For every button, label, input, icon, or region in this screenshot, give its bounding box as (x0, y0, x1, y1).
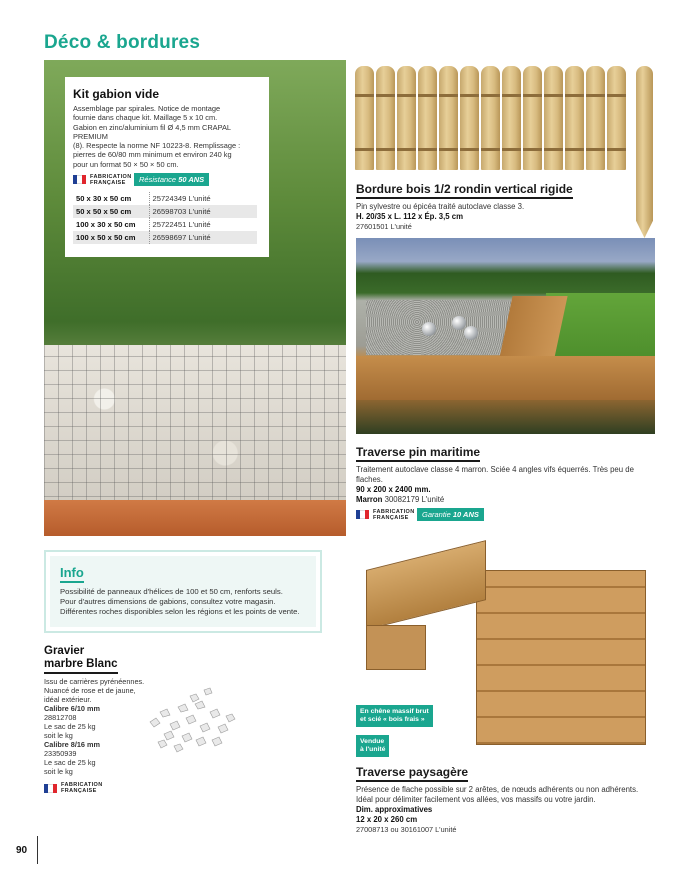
traverse-pin-photo (356, 238, 655, 434)
table-row: 100 x 30 x 50 cm 25722451 L'unité (73, 218, 257, 231)
gravier-ref: 28812708 (44, 713, 77, 722)
info-title: Info (60, 565, 84, 583)
bordure-title: Bordure bois 1/2 rondin vertical rigide (356, 182, 573, 199)
fabrication-row (44, 782, 148, 794)
wood-deck-illustration (44, 500, 346, 536)
white-gravel-image (140, 682, 245, 762)
info-text (60, 587, 306, 617)
french-flag-icon (356, 510, 369, 519)
traverse-paysagere-info (356, 763, 656, 834)
gravier-desc-line: Le sac de 25 kg (44, 722, 96, 731)
table-row: 50 x 30 x 50 cm 25724349 L'unité (73, 192, 257, 205)
traverse-pin-info (356, 443, 656, 521)
french-flag-icon (44, 784, 57, 793)
traverse-pin-ref: 30082179 L'unité (384, 495, 445, 504)
fabrication-row (73, 173, 261, 186)
bordure-info (356, 180, 636, 231)
gravier-title: Gravier marbre Blanc (44, 645, 118, 674)
traverse-pin-title: Traverse pin maritime (356, 445, 480, 462)
page-number: 90 (16, 845, 28, 856)
size-table (73, 192, 257, 244)
traverse-pin-desc: Traitement autoclave classe 4 marron. Sciée 4 angles vifs équerrés. Très peu de flaches. (356, 465, 634, 484)
kit-desc-line: pierres de 60/80 mm minimum et environ 240 kg (73, 150, 232, 160)
resistance-badge: Résistance 50 ANS (134, 173, 209, 186)
bordure-dims: H. 20/35 x L. 112 x Ép. 3,5 cm (356, 212, 464, 221)
info-box (44, 550, 322, 633)
petanque-ball-illustration (422, 322, 436, 336)
bordure-desc: Pin sylvestre ou épicéa traité autoclave classe 3. (356, 202, 525, 211)
paysagere-dims-label: Dim. approximatives (356, 805, 433, 814)
gabion-wall-illustration (44, 345, 346, 525)
paysagere-ref: 27008713 ou 30161007 L'unité (356, 825, 457, 834)
gravier-desc-line: soit le kg (44, 767, 73, 776)
paysagere-desc-line: Idéal pour délimiter facilement vos allées, vos massifs ou votre jardin. (356, 795, 596, 804)
paysagere-desc-line: Présence de flache possible sur 2 arêtes, de nœuds adhérents ou non adhérents. (356, 785, 639, 794)
kit-desc-line: (8). Respecte la norme NF 10223-8. Remplissage : (73, 141, 241, 151)
table-row: 100 x 50 x 50 cm 26598697 L'unité (73, 231, 257, 244)
kit-desc-line: fournie dans chaque kit. Maillage 5 x 10 cm. (73, 113, 218, 123)
page-title: Déco & bordures (44, 32, 201, 53)
info-line: Différentes roches disponibles selon les régions et les points de vente. (60, 607, 300, 616)
traverse-paysagere-image (356, 530, 656, 755)
info-line: Pour d'autres dimensions de gabions, consultez votre magasin. (60, 597, 276, 606)
gravier-ref: 23350939 (44, 749, 77, 758)
kit-title: Kit gabion vide (73, 87, 160, 101)
french-flag-icon (73, 175, 86, 184)
kit-desc-line: pour un format 50 × 50 × 50 cm. (73, 159, 179, 169)
bordure-wood-image (353, 60, 655, 176)
gravier-desc-line: idéal extérieur. (44, 695, 92, 704)
gravier-info (44, 677, 148, 794)
table-row: 50 x 50 x 50 cm 26598703 L'unité (73, 205, 257, 218)
fabrication-label: FABRICATION FRANÇAISE (373, 508, 415, 521)
kit-desc-line: Assemblage par spirales. Notice de montage (73, 104, 221, 113)
guarantee-badge: Garantie 10 ANS (417, 508, 484, 521)
fabrication-label: FABRICATION FRANÇAISE (61, 782, 103, 794)
gravier-desc-line: soit le kg (44, 731, 73, 740)
wood-beam-illustration (356, 356, 655, 400)
petanque-ball-illustration (464, 326, 478, 340)
sold-per-unit-badge: Vendue à l'unité (356, 735, 389, 757)
kit-desc-line: Gabion en zinc/aluminium fil Ø 4,5 mm CRAPAL PREMIUM (73, 122, 231, 141)
gravier-calibre: Calibre 6/10 mm (44, 704, 100, 713)
fabrication-label: FABRICATION FRANÇAISE (90, 173, 132, 186)
traverse-paysagere-title: Traverse paysagère (356, 765, 468, 782)
kit-gabion-card (65, 77, 269, 257)
fabrication-row (356, 508, 656, 521)
paysagere-dims: 12 x 20 x 260 cm (356, 815, 418, 824)
petanque-ball-illustration (452, 316, 466, 330)
bordure-ref: 27601501 L'unité (356, 222, 412, 231)
gravier-calibre: Calibre 8/16 mm (44, 740, 100, 749)
traverse-pin-dims: 90 x 200 x 2400 mm. (356, 485, 431, 494)
info-line: Possibilité de panneaux d'hélices de 100 et 50 cm, renforts seuls. (60, 587, 283, 596)
gravier-desc-line: Nuancé de rose et de jaune, (44, 686, 136, 695)
traverse-pin-ref-label: Marron (356, 495, 383, 504)
gravier-desc-line: Le sac de 25 kg (44, 758, 96, 767)
page-number-divider (37, 836, 38, 864)
gravier-desc-line: Issu de carrières pyrénéennes. (44, 677, 145, 686)
kit-description (73, 104, 261, 169)
oak-badge: En chêne massif brut et scié « bois frais » (356, 705, 433, 727)
